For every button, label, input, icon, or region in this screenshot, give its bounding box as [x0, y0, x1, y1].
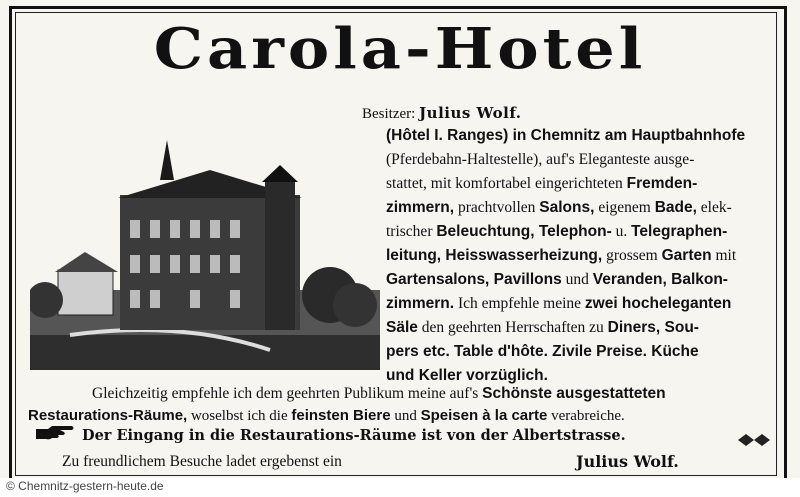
text-line: (Hôtel I. Ranges) in Chemnitz am Hauptbahnhofe [386, 127, 746, 144]
text-line: (Pferdebahn-Haltestelle), auf's Eleganteste ausge- [386, 151, 695, 168]
text-line: pers etc. Table d'hôte. Zivile Preise. Küche [386, 343, 699, 360]
owner-line [362, 104, 522, 123]
watermark-bar [0, 478, 800, 497]
text-line: leitung, Heisswasserheizung, grossem Garten mit [386, 247, 737, 264]
text-line: zimmern, prachtvollen Salons, eigenem Bade, elek- [386, 199, 732, 216]
text-line: Gleichzeitig empfehle ich dem geehrten Publikum meine auf's Schönste ausgestatteten [92, 385, 666, 402]
closing-line: Zu freundlichem Besuche ladet ergebenst ein [62, 453, 342, 470]
owner-label: Besitzer: [362, 106, 416, 122]
text-line: und Keller vorzüglich. [386, 367, 548, 384]
text-line: Restaurations-Räume, woselbst ich die feinsten Biere und Speisen à la carte verabreiche. [28, 407, 625, 424]
signature-name: Julius Wolf. [576, 452, 679, 471]
text-line: Gartensalons, Pavillons und Veranden, Balkon- [386, 271, 728, 288]
text-line: Säle den geehrten Herrschaften zu Diners, Sou- [386, 319, 699, 336]
text-line: trischer Beleuchtung, Telephon- u. Telegraphen- [386, 223, 728, 240]
text-line: zimmern. Ich empfehle meine zwei hocheleganten [386, 295, 732, 312]
ornament-mark [736, 431, 774, 449]
hotel-building-illustration [30, 140, 380, 370]
owner-name: Julius Wolf. [419, 104, 522, 122]
watermark-text: © Chemnitz-gestern-heute.de [6, 479, 164, 493]
text-line: stattet, mit komfortabel eingerichteten Fremden- [386, 175, 698, 192]
pointing-hand-icon [34, 425, 76, 441]
entrance-notice: Der Eingang in die Restaurations-Räume ist von der Albertstrasse. [82, 427, 626, 444]
ad-title: Carola-Hotel [153, 15, 647, 82]
